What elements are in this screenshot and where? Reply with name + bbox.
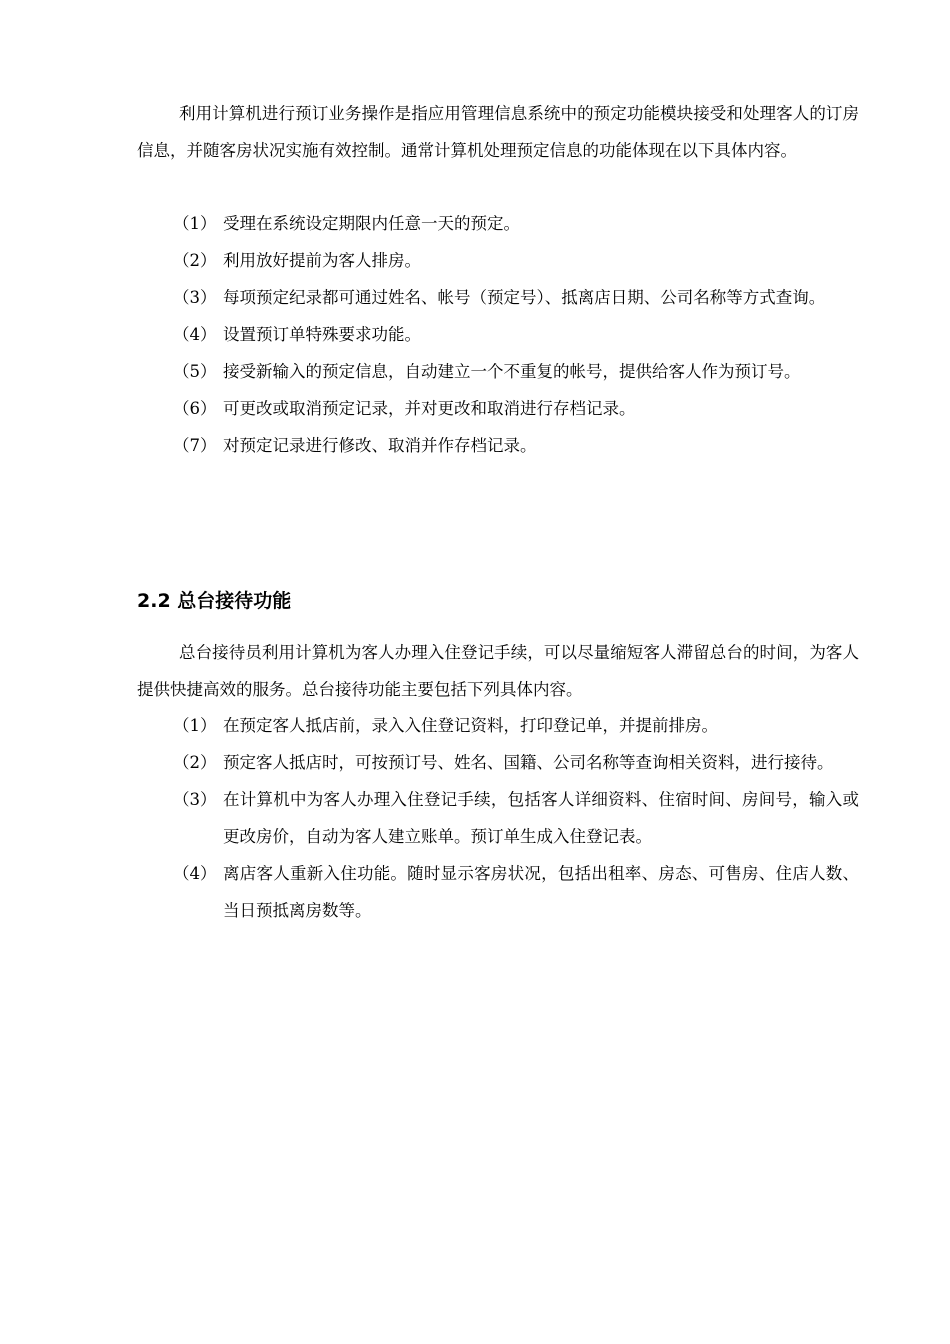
list-item-text: 设置预订单特殊要求功能。 — [223, 325, 421, 344]
list-item — [137, 242, 859, 279]
list-item-text: 每项预定纪录都可通过姓名、帐号（预定号）、抵离店日期、公司名称等方式查询。 — [223, 288, 826, 307]
section-heading: 2.2 总台接待功能 — [137, 590, 292, 612]
list-item — [137, 855, 859, 929]
list-item-text: 接受新输入的预定信息，自动建立一个不重复的帐号，提供给客人作为预订号。 — [223, 362, 801, 381]
list-item-text: 在计算机中为客人办理入住登记手续，包括客人详细资料、住宿时间、房间号，输入或更改房价，自动为客人建立账单。预订单生成入住登记表。 — [223, 790, 859, 846]
list-item-number: （5） — [173, 362, 217, 381]
list-item-text: 离店客人重新入住功能。随时显示客房状况，包括出租率、房态、可售房、住店人数、当日预抵离房数等。 — [223, 864, 859, 920]
list-item-number: （4） — [173, 325, 217, 344]
list-item-text: 预定客人抵店时，可按预订号、姓名、国籍、公司名称等查询相关资料，进行接待。 — [223, 753, 834, 772]
list-item — [137, 744, 859, 781]
section2-intro-paragraph: 总台接待员利用计算机为客人办理入住登记手续，可以尽量缩短客人滞留总台的时间，为客人提供快捷高效的服务。总台接待功能主要包括下列具体内容。 — [137, 643, 859, 699]
list-item — [137, 316, 859, 353]
list-item-number: （7） — [173, 436, 217, 455]
section1-intro-paragraph: 利用计算机进行预订业务操作是指应用管理信息系统中的预定功能模块接受和处理客人的订房信息，并随客房状况实施有效控制。通常计算机处理预定信息的功能体现在以下具体内容。 — [137, 104, 859, 160]
list-item-text: 受理在系统设定期限内任意一天的预定。 — [223, 214, 520, 233]
list-item — [137, 353, 859, 390]
list-item-number: （2） — [173, 753, 217, 772]
list-item-number: （3） — [173, 790, 217, 809]
list-item-number: （6） — [173, 399, 217, 418]
list-item-number: （1） — [173, 716, 217, 735]
list-item — [137, 707, 859, 744]
list-item-text: 对预定记录进行修改、取消并作存档记录。 — [223, 436, 537, 455]
list-item-text: 在预定客人抵店前，录入入住登记资料，打印登记单，并提前排房。 — [223, 716, 718, 735]
list-item — [137, 205, 859, 242]
list-item-number: （1） — [173, 214, 217, 233]
list-item-number: （2） — [173, 251, 217, 270]
section1-feature-list — [137, 205, 859, 464]
list-item — [137, 279, 859, 316]
list-item-text: 利用放好提前为客人排房。 — [223, 251, 421, 270]
list-item — [137, 427, 859, 464]
list-item-number: （4） — [173, 864, 217, 883]
list-item — [137, 781, 859, 855]
list-item-number: （3） — [173, 288, 217, 307]
list-item-text: 可更改或取消预定记录，并对更改和取消进行存档记录。 — [223, 399, 636, 418]
list-item — [137, 390, 859, 427]
section2-feature-list — [137, 707, 859, 929]
